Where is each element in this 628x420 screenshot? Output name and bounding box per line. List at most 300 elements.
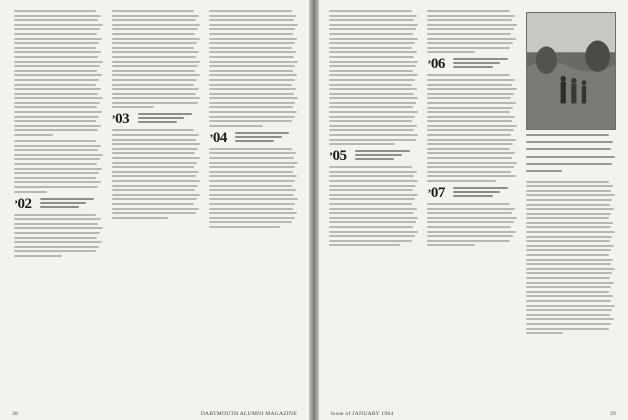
- text-line: [427, 129, 514, 131]
- text-line: [526, 236, 613, 238]
- text-line: [526, 254, 609, 256]
- text-line: [112, 93, 196, 95]
- text-line: [14, 177, 96, 179]
- caption-line: [526, 163, 613, 165]
- text-line: [112, 208, 199, 210]
- text-line: [112, 194, 200, 196]
- text-line: [209, 148, 291, 150]
- text-line: [138, 121, 177, 123]
- text-line: [329, 171, 417, 173]
- left-page-number: 38: [12, 411, 19, 417]
- text-line: [427, 226, 511, 228]
- text-line: [14, 145, 101, 147]
- text-line: [209, 51, 296, 53]
- text-line: [209, 162, 298, 164]
- text-line: [329, 42, 415, 44]
- text-line: [138, 113, 192, 115]
- text-line: [526, 291, 609, 293]
- text-line: [112, 24, 201, 26]
- text-line: [209, 88, 296, 90]
- text-line: [209, 70, 292, 72]
- text-line: [112, 56, 196, 58]
- text-line: [112, 185, 198, 187]
- text-line: [329, 102, 416, 104]
- text-line: [14, 181, 101, 183]
- text-line: [112, 139, 196, 141]
- text-line: [427, 79, 515, 81]
- text-line: [427, 74, 510, 76]
- text-line: [112, 28, 198, 30]
- text-line: [14, 237, 97, 239]
- right-page-column-3: [526, 10, 616, 402]
- text-line: [329, 194, 418, 196]
- text-line: [526, 222, 614, 224]
- text-line: [329, 120, 412, 122]
- text-line: [526, 245, 615, 247]
- text-line: [209, 217, 294, 219]
- text-line: [526, 272, 613, 274]
- text-paragraph: [329, 10, 419, 145]
- text-line: [526, 277, 610, 279]
- text-line: [112, 79, 197, 81]
- text-line: [329, 203, 412, 205]
- text-line: [329, 19, 414, 21]
- secretary-address: [355, 149, 419, 160]
- year-digits: 07: [430, 185, 445, 201]
- class-year-number: [112, 112, 134, 126]
- text-line: [14, 42, 99, 44]
- text-line: [453, 66, 492, 68]
- text-paragraph: [427, 74, 517, 182]
- text-line: [427, 10, 510, 12]
- text-line: [427, 33, 511, 35]
- text-line: [329, 221, 416, 223]
- text-line: [427, 212, 512, 214]
- text-line: [14, 74, 102, 76]
- text-line: [329, 175, 414, 177]
- text-line: [526, 263, 611, 265]
- text-line: [329, 185, 416, 187]
- text-line: [112, 74, 200, 76]
- text-line: [112, 148, 198, 150]
- class-year-number: [14, 197, 36, 211]
- text-line: [14, 111, 102, 113]
- text-line: [14, 223, 98, 225]
- caption-line: [526, 156, 615, 158]
- text-line: [14, 33, 97, 35]
- text-line: [427, 157, 512, 159]
- text-line: [427, 120, 512, 122]
- text-line: [329, 139, 416, 141]
- caption-line: [526, 141, 614, 143]
- text-line: [112, 157, 200, 159]
- text-line: [427, 175, 516, 177]
- text-line: [526, 295, 614, 297]
- text-line: [209, 120, 291, 122]
- text-line: [112, 42, 197, 44]
- secretary-address: [453, 57, 517, 68]
- text-line: [526, 282, 615, 284]
- text-line: [427, 102, 516, 104]
- text-line: [427, 148, 510, 150]
- text-line: [329, 106, 413, 108]
- text-line: [427, 180, 496, 182]
- text-line: [235, 132, 289, 134]
- text-line: [355, 154, 402, 156]
- text-line: [40, 198, 94, 200]
- class-year-number: [427, 186, 449, 200]
- text-line: [427, 47, 510, 49]
- text-line: [112, 152, 195, 154]
- text-line: [329, 217, 418, 219]
- text-line: [14, 168, 102, 170]
- text-line: [14, 93, 98, 95]
- text-line: [329, 47, 412, 49]
- text-line: [427, 162, 516, 164]
- text-line: [526, 217, 609, 219]
- text-line: [209, 189, 296, 191]
- text-line: [14, 241, 102, 243]
- text-line: [329, 244, 400, 246]
- text-line: [329, 28, 416, 30]
- text-line: [427, 244, 475, 246]
- text-line: [427, 221, 514, 223]
- year-digits: 03: [115, 111, 130, 128]
- text-line: [526, 249, 612, 251]
- text-line: [209, 221, 291, 223]
- text-line: [209, 175, 297, 177]
- class-year-heading: [209, 131, 299, 145]
- text-line: [329, 240, 412, 242]
- text-line: [453, 62, 500, 64]
- text-line: [209, 111, 297, 113]
- text-line: [329, 116, 415, 118]
- text-line: [427, 51, 475, 53]
- secretary-address: [40, 197, 104, 208]
- right-footer: [319, 411, 628, 417]
- text-line: [329, 129, 414, 131]
- text-line: [112, 88, 199, 90]
- text-line: [329, 134, 418, 136]
- text-line: [329, 56, 414, 58]
- apostrophe: ’: [111, 112, 116, 127]
- text-line: [112, 171, 199, 173]
- text-line: [14, 97, 103, 99]
- text-line: [427, 97, 511, 99]
- text-line: [14, 129, 98, 131]
- text-line: [209, 33, 292, 35]
- text-line: [14, 154, 103, 156]
- text-line: [329, 10, 412, 12]
- text-line: [209, 226, 280, 228]
- text-line: [329, 125, 417, 127]
- text-line: [526, 323, 612, 325]
- text-line: [112, 61, 201, 63]
- text-line: [14, 47, 96, 49]
- text-line: [14, 61, 103, 63]
- text-line: [14, 214, 96, 216]
- text-line: [14, 38, 102, 40]
- text-line: [14, 218, 101, 220]
- left-page-column-1: [14, 10, 104, 402]
- text-line: [112, 51, 199, 53]
- text-line: [112, 38, 200, 40]
- text-line: [427, 240, 510, 242]
- text-line: [112, 189, 195, 191]
- text-line: [453, 195, 492, 197]
- text-line: [112, 198, 197, 200]
- text-line: [526, 185, 614, 187]
- right-page-number: 39: [609, 411, 616, 417]
- text-line: [14, 19, 98, 21]
- text-line: [526, 259, 614, 261]
- text-line: [329, 198, 415, 200]
- text-line: [526, 226, 611, 228]
- text-line: [329, 51, 417, 53]
- caption-line: [526, 148, 611, 150]
- text-paragraph: [329, 166, 419, 246]
- text-line: [209, 125, 263, 127]
- class-year-heading: [427, 186, 517, 200]
- secretary-address: [453, 186, 517, 197]
- photo-image: [527, 13, 615, 129]
- text-line: [329, 166, 412, 168]
- text-line: [427, 19, 512, 21]
- text-line: [453, 58, 508, 60]
- class-year-number: [427, 57, 449, 71]
- text-line: [427, 217, 516, 219]
- text-line: [14, 120, 96, 122]
- text-line: [209, 19, 293, 21]
- text-line: [526, 300, 611, 302]
- class-year-heading: [112, 112, 202, 126]
- text-line: [112, 102, 198, 104]
- text-line: [427, 143, 513, 145]
- text-line: [329, 143, 395, 145]
- text-line: [427, 24, 516, 26]
- apostrophe: ’: [427, 57, 431, 72]
- text-line: [112, 217, 168, 219]
- text-line: [329, 235, 415, 237]
- text-line: [526, 305, 615, 307]
- text-line: [112, 15, 199, 17]
- text-line: [209, 15, 296, 17]
- text-line: [112, 175, 196, 177]
- text-line: [14, 84, 96, 86]
- text-line: [14, 106, 97, 108]
- text-line: [112, 134, 199, 136]
- secretary-address: [235, 131, 299, 142]
- text-line: [209, 28, 295, 30]
- text-line: [329, 88, 417, 90]
- text-line: [329, 226, 413, 228]
- text-line: [329, 15, 417, 17]
- text-paragraph: [14, 214, 104, 257]
- text-line: [209, 84, 291, 86]
- text-line: [329, 93, 414, 95]
- text-line: [329, 212, 414, 214]
- text-line: [112, 212, 196, 214]
- text-line: [209, 212, 297, 214]
- right-footer-date: Issue of JANUARY 1964: [331, 411, 394, 417]
- text-line: [112, 70, 195, 72]
- text-line: [427, 231, 516, 233]
- apostrophe: ’: [329, 149, 333, 164]
- text-line: [526, 194, 615, 196]
- text-line: [329, 79, 415, 81]
- text-line: [14, 232, 100, 234]
- text-paragraph: [112, 129, 202, 218]
- text-line: [209, 10, 291, 12]
- text-line: [329, 97, 418, 99]
- right-page-column-1: [329, 10, 419, 402]
- text-line: [112, 97, 201, 99]
- text-line: [526, 240, 610, 242]
- text-line: [355, 150, 410, 152]
- text-line: [427, 84, 512, 86]
- text-line: [209, 208, 292, 210]
- apostrophe: ’: [209, 130, 213, 145]
- text-line: [209, 198, 298, 200]
- class-year-heading: [427, 57, 517, 71]
- text-line: [112, 84, 194, 86]
- left-page-column-3: [209, 10, 299, 402]
- text-line: [329, 24, 418, 26]
- apostrophe: ’: [427, 186, 431, 200]
- text-line: [209, 47, 291, 49]
- year-digits: 06: [430, 56, 445, 73]
- text-line: [209, 38, 297, 40]
- text-line: [526, 181, 609, 183]
- text-line: [209, 152, 296, 154]
- text-line: [209, 180, 294, 182]
- text-line: [427, 139, 516, 141]
- text-line: [427, 107, 513, 109]
- text-line: [209, 61, 298, 63]
- text-line: [526, 314, 610, 316]
- year-digits: 02: [17, 195, 32, 212]
- text-line: [14, 255, 62, 257]
- text-line: [209, 185, 291, 187]
- text-line: [209, 93, 293, 95]
- text-line: [427, 38, 516, 40]
- text-line: [427, 116, 515, 118]
- text-line: [14, 149, 98, 151]
- text-line: [14, 24, 103, 26]
- apostrophe: ’: [14, 196, 18, 211]
- text-line: [209, 194, 293, 196]
- text-line: [14, 227, 103, 229]
- text-line: [329, 189, 413, 191]
- text-line: [209, 56, 293, 58]
- text-line: [209, 97, 298, 99]
- text-paragraph: [209, 10, 299, 127]
- text-line: [14, 56, 98, 58]
- text-line: [427, 28, 514, 30]
- text-line: [14, 10, 96, 12]
- left-page-column-2: [112, 10, 202, 402]
- class-year-number: [209, 131, 231, 145]
- text-line: [209, 106, 292, 108]
- caption-line: [526, 134, 609, 136]
- class-year-number: [329, 149, 351, 163]
- text-line: [526, 204, 610, 206]
- class-year-heading: [329, 149, 419, 163]
- text-line: [427, 134, 511, 136]
- text-line: [14, 163, 97, 165]
- text-line: [526, 286, 612, 288]
- text-paragraph: [112, 10, 202, 108]
- text-line: [526, 190, 611, 192]
- secretary-address: [138, 112, 202, 123]
- text-line: [14, 158, 100, 160]
- text-line: [209, 79, 294, 81]
- right-page-column-2: [427, 10, 517, 402]
- text-line: [112, 180, 201, 182]
- text-line: [14, 125, 101, 127]
- text-line: [209, 171, 292, 173]
- text-line: [526, 328, 609, 330]
- text-line: [112, 47, 194, 49]
- text-paragraph: [14, 10, 104, 136]
- right-page: [319, 0, 628, 420]
- text-line: [14, 70, 97, 72]
- text-line: [209, 24, 298, 26]
- text-line: [427, 88, 516, 90]
- text-line: [14, 140, 96, 142]
- text-line: [112, 19, 196, 21]
- left-footer-title: DARTMOUTH ALUMNI MAGAZINE: [200, 411, 297, 417]
- left-page: [0, 0, 309, 420]
- text-line: [14, 28, 100, 30]
- text-line: [209, 157, 293, 159]
- text-line: [526, 199, 613, 201]
- text-line: [526, 268, 615, 270]
- text-line: [453, 187, 508, 189]
- left-columns: [14, 10, 299, 402]
- text-line: [112, 162, 197, 164]
- text-paragraph: [427, 203, 517, 246]
- text-line: [14, 88, 101, 90]
- text-line: [209, 166, 295, 168]
- text-line: [526, 332, 563, 334]
- text-line: [209, 116, 294, 118]
- text-line: [112, 65, 198, 67]
- text-line: [427, 125, 516, 127]
- text-line: [14, 102, 100, 104]
- text-line: [14, 65, 100, 67]
- text-line: [329, 33, 413, 35]
- text-line: [112, 106, 154, 108]
- text-line: [526, 231, 615, 233]
- text-paragraph: [209, 148, 299, 228]
- text-line: [14, 134, 53, 136]
- text-line: [329, 180, 418, 182]
- class-year-heading: [14, 197, 104, 211]
- text-line: [14, 15, 101, 17]
- text-line: [526, 208, 615, 210]
- text-line: [329, 208, 417, 210]
- text-line: [40, 202, 86, 204]
- text-line: [209, 42, 294, 44]
- text-line: [427, 42, 513, 44]
- text-line: [209, 65, 295, 67]
- text-line: [329, 61, 418, 63]
- text-line: [14, 51, 101, 53]
- text-line: [427, 235, 513, 237]
- text-line: [235, 140, 274, 142]
- text-line: [427, 152, 515, 154]
